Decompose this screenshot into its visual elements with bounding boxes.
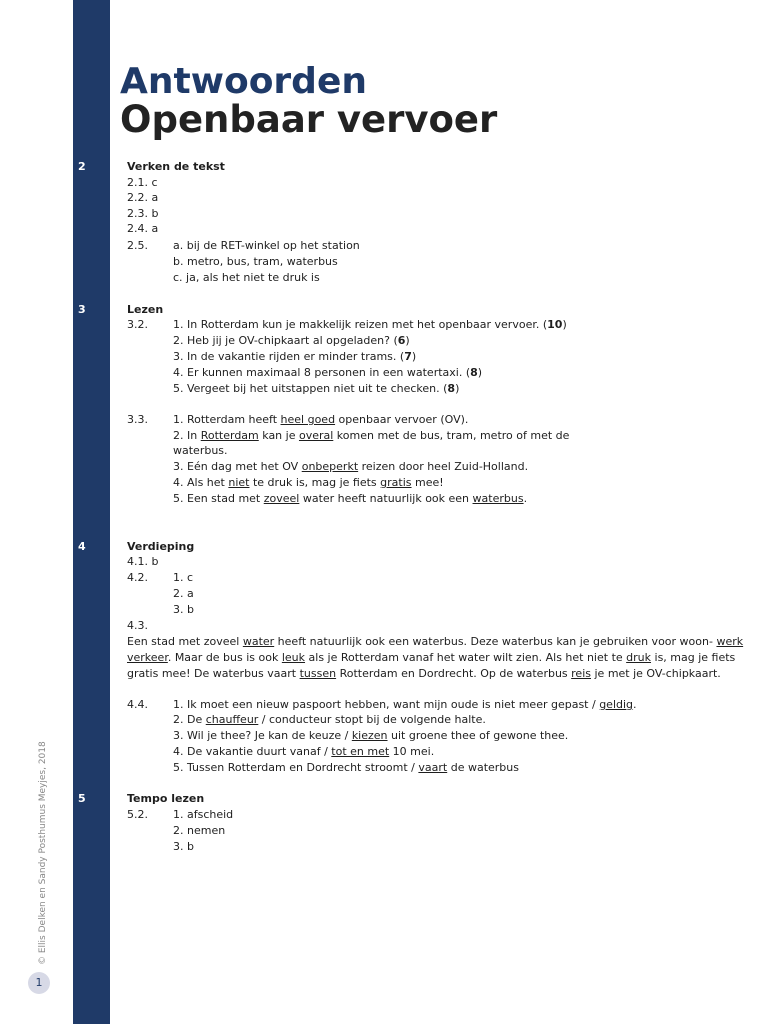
question-label: 4.4. [127,698,148,711]
answer-line: 3. b [173,840,194,853]
question-label: 3.2. [127,318,148,331]
question-label: 3.3. [127,413,148,426]
page-subtitle: Openbaar vervoer [120,98,498,141]
section-heading: Verken de tekst [127,160,225,173]
answer-line: a. bij de RET-winkel op het station [173,239,360,252]
answer-line: 1. afscheid [173,808,234,821]
page-title: Antwoorden [120,61,367,102]
section-number: 5 [78,792,86,805]
question-label: 4.2. [127,571,148,584]
section-heading: Tempo lezen [127,792,205,805]
answer-line: 2. a [173,587,194,600]
answer-line: 2. nemen [173,824,226,837]
answer-line: b. metro, bus, tram, waterbus [173,255,338,268]
answer-line: 4. Er kunnen maximaal 8 personen in een watertaxi. (8) [173,366,483,379]
answer-line: 3. Eén dag met het OV onbeperkt reizen door heel Zuid-Holland. [173,460,529,473]
answer-line: 4.1. b [127,555,159,568]
answer-line: 4. Als het niet te druk is, mag je fiets gratis mee! [173,476,444,489]
question-label: 4.3. [127,619,148,632]
answer-line: waterbus. [173,444,228,457]
answer-line: 5. Tussen Rotterdam en Dordrecht stroomt / vaart de waterbus [173,761,519,774]
answer-line: 2. In Rotterdam kan je overal komen met de bus, tram, metro of met de [173,429,570,442]
answer-line: c. ja, als het niet te druk is [173,271,320,284]
answer-line: 2. Heb jij je OV-chipkaart al opgeladen? (6) [173,334,410,347]
answer-line: 3. In de vakantie rijden er minder trams. (7) [173,350,417,363]
answer-line: 3. b [173,603,194,616]
answer-line: 2.4. a [127,222,159,235]
answer-line: 2.3. b [127,207,159,220]
copyright-notice: © Ellis Delken en Sandy Posthumus Meyjes, 2018 [38,741,48,965]
answer-line: 1. Rotterdam heeft heel goed openbaar vervoer (OV). [173,413,469,426]
section-number: 2 [78,160,86,173]
answer-line: 2. De chauffeur / conducteur stopt bij de volgende halte. [173,713,486,726]
answer-line: 1. In Rotterdam kun je makkelijk reizen met het openbaar vervoer. (10) [173,318,567,331]
paragraph-line: gratis mee! De waterbus vaart tussen Rotterdam en Dordrecht. Op de waterbus reis je met je OV-chipkaart. [127,667,721,680]
answer-line: 5. Een stad met zoveel water heeft natuurlijk ook een waterbus. [173,492,528,505]
answer-line: 2.1. c [127,176,158,189]
section-number: 3 [78,303,86,316]
side-bar [73,0,110,1024]
paragraph-line: Een stad met zoveel water heeft natuurlijk ook een waterbus. Deze waterbus kan je gebruiken voor woon- werk [127,635,744,648]
section-heading: Verdieping [127,540,195,553]
question-label: 5.2. [127,808,148,821]
answer-line: 1. c [173,571,194,584]
answer-line: 3. Wil je thee? Je kan de keuze / kiezen uit groene thee of gewone thee. [173,729,569,742]
answer-line: 5. Vergeet bij het uitstappen niet uit te checken. (8) [173,382,460,395]
section-heading: Lezen [127,303,164,316]
question-label: 2.5. [127,239,148,252]
page-number-badge: 1 [28,972,50,994]
paragraph-line: verkeer. Maar de bus is ook leuk als je Rotterdam vanaf het water wilt zien. Als het niet te druk is, mag je fiets [127,651,736,664]
answer-line: 2.2. a [127,191,159,204]
section-number: 4 [78,540,86,553]
answer-line: 4. De vakantie duurt vanaf / tot en met 10 mei. [173,745,435,758]
answer-line: 1. Ik moet een nieuw paspoort hebben, want mijn oude is niet meer gepast / geldig. [173,698,637,711]
